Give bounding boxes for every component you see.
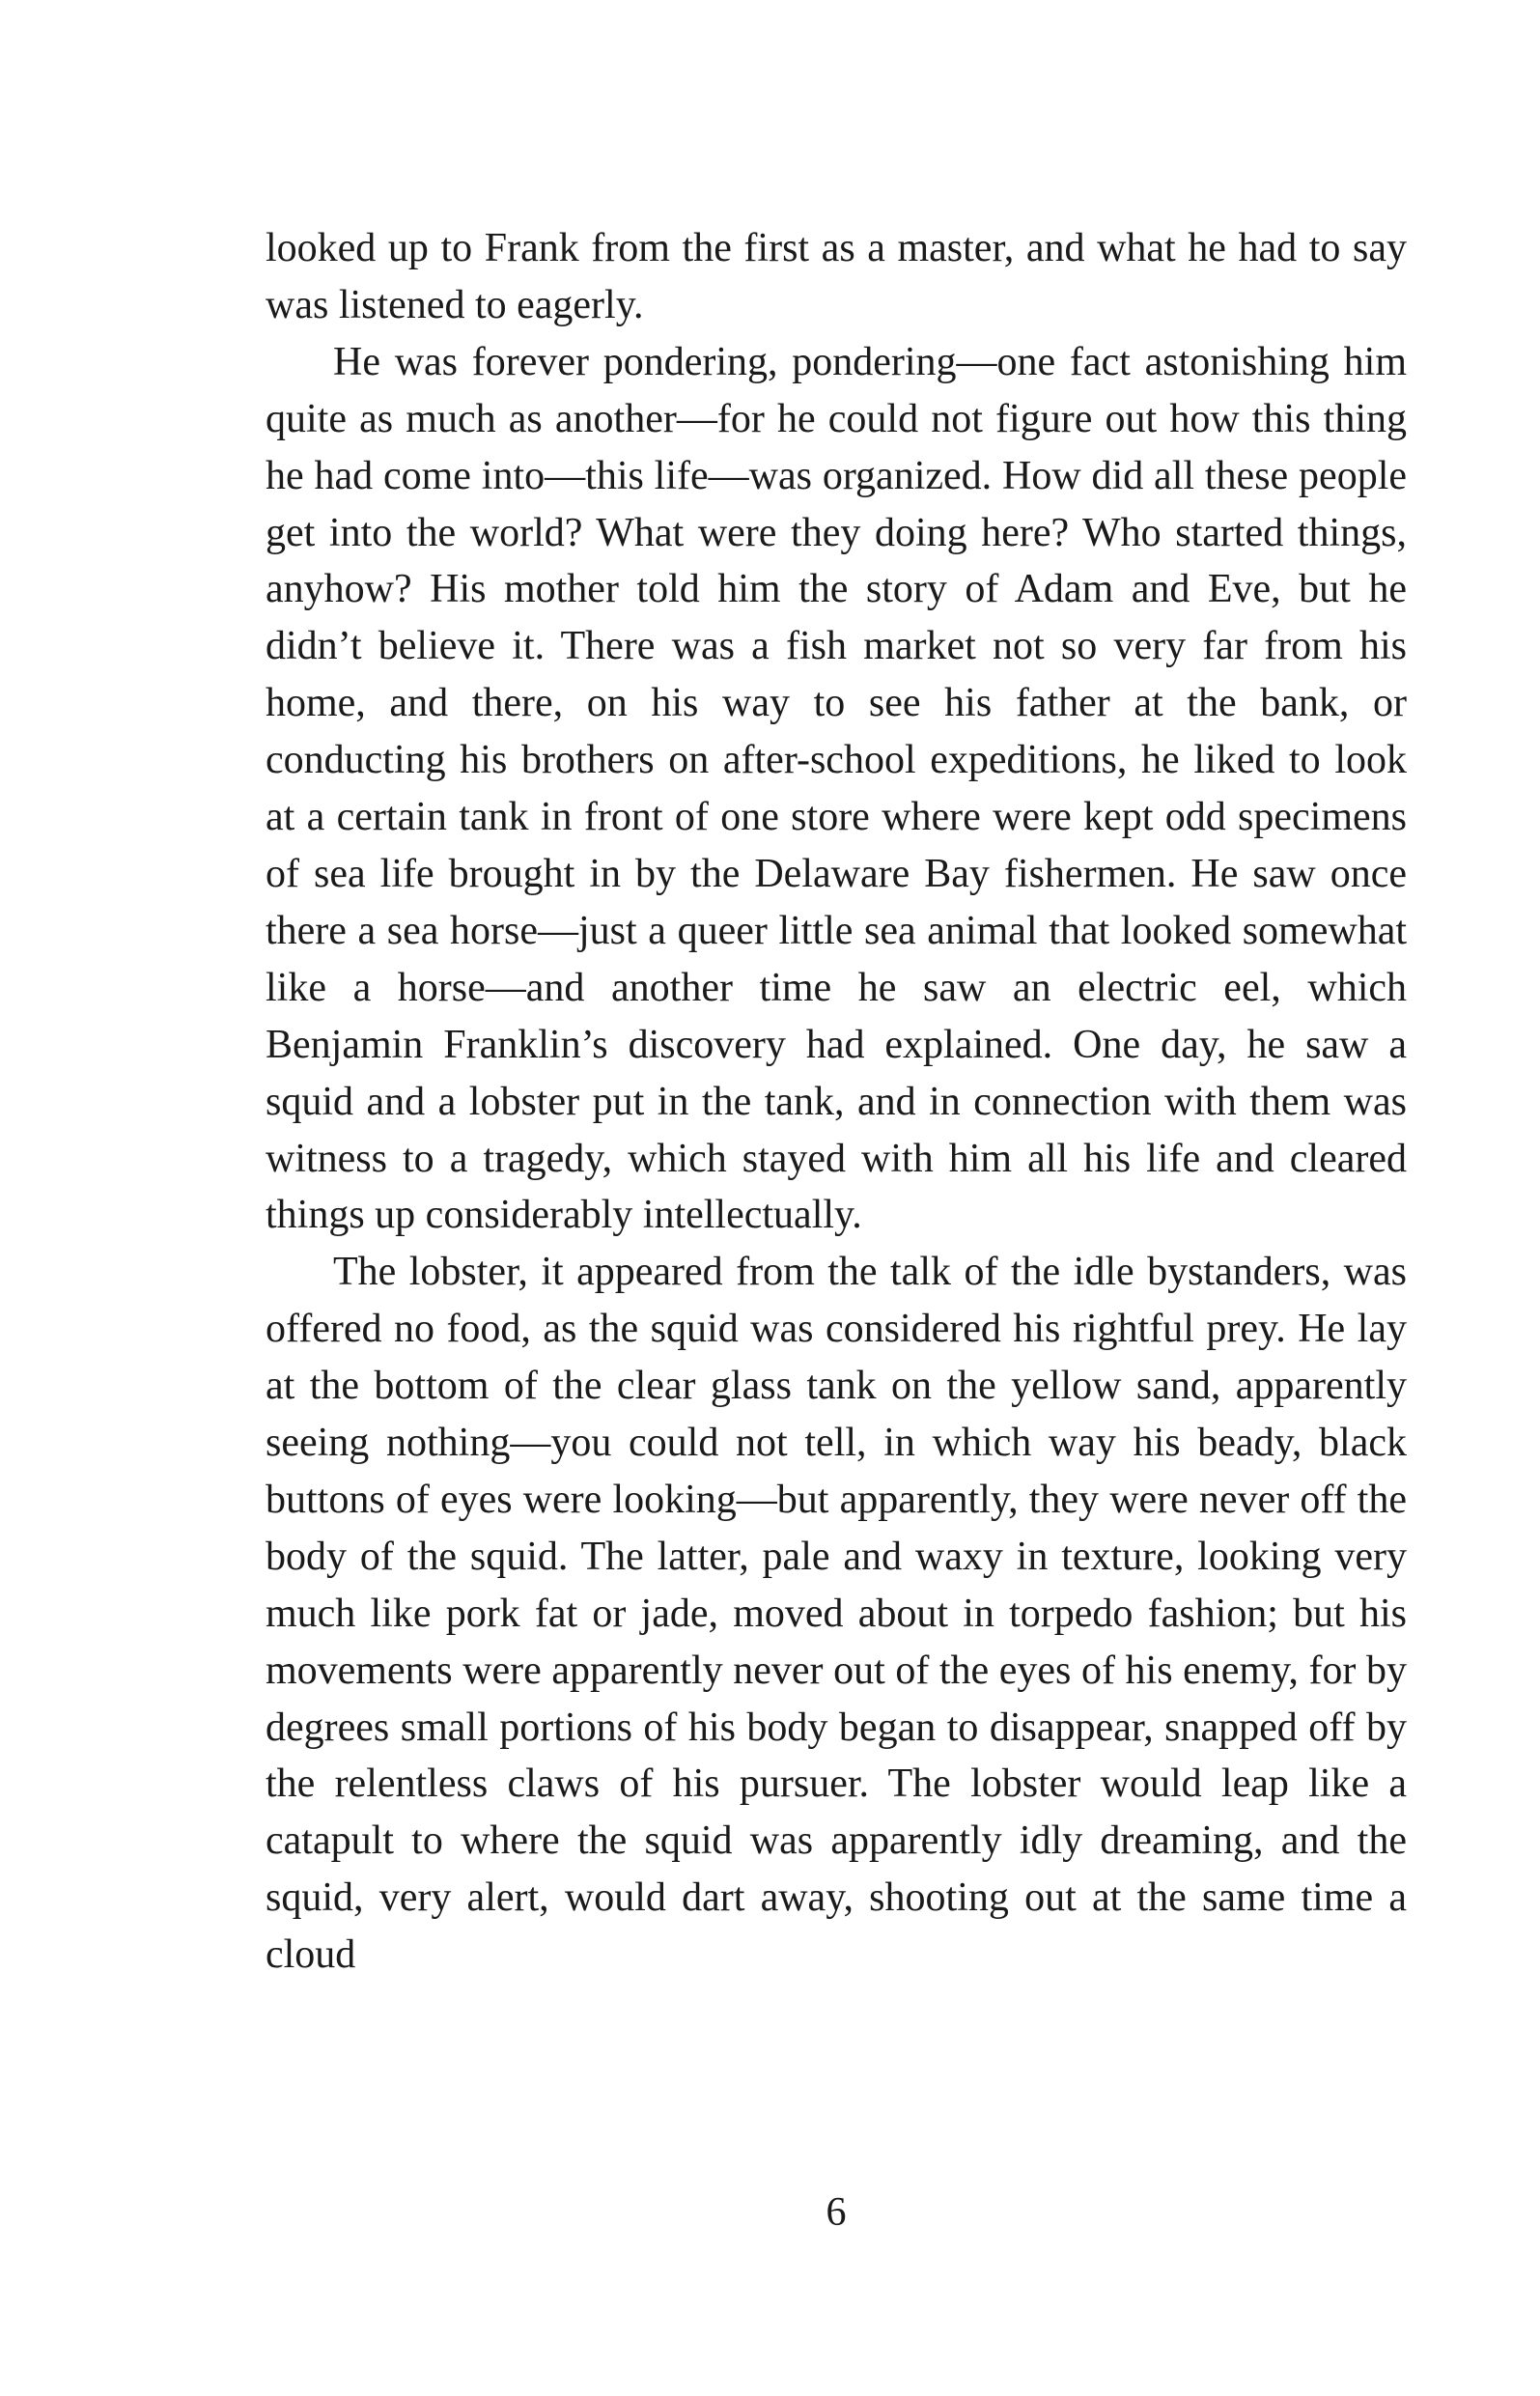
page-body — [266, 220, 1407, 1984]
paragraph-pondering: He was forever pondering, pondering—one fact astonishing him quite as much as another—for he could not figure out how this thing he had come into—this life—was organized. How did all these people get into the world? What were they doing here? Who started things, anyhow? His mother told him the story of Adam and Eve, but he didn’t believe it. There was a fish market not so very far from his home, and there, on his way to see his father at the bank, or conducting his brothers on after-school expeditions, he liked to look at a certain tank in front of one store where were kept odd specimens of sea life brought in by the Delaware Bay fishermen. He saw once there a sea horse—just a queer little sea animal that looked somewhat like a horse—and another time he saw an electric eel, which Benjamin Franklin’s discovery had explained. One day, he saw a squid and a lobster put in the tank, and in connection with them was witness to a tragedy, which stayed with him all his life and cleared things up considerably intellectually. — [266, 339, 1407, 1238]
paragraph-continuation: looked up to Frank from the first as a master, and what he had to say was listened to eagerly. — [266, 226, 1407, 327]
page-number: 6 — [826, 2190, 847, 2235]
paragraph-lobster: The lobster, it appeared from the talk of the idle bystanders, was offered no food, as the squid was considered his rightful prey. He lay at the bottom of the clear glass tank on the yellow sand, apparently seeing nothing—you could not tell, in which way his beady, black buttons of eyes were looking—but apparently, they were never off the body of the squid. The latter, pale and waxy in texture, looking very much like pork fat or jade, moved about in torpedo fashion; but his movements were apparently never out of the eyes of his enemy, for by degrees small portions of his body began to disappear, snapped off by the relentless claws of his pursuer. The lobster would leap like a catapult to where the squid was apparently idly dreaming, and the squid, very alert, would dart away, shooting out at the same time a cloud — [266, 1250, 1407, 1978]
